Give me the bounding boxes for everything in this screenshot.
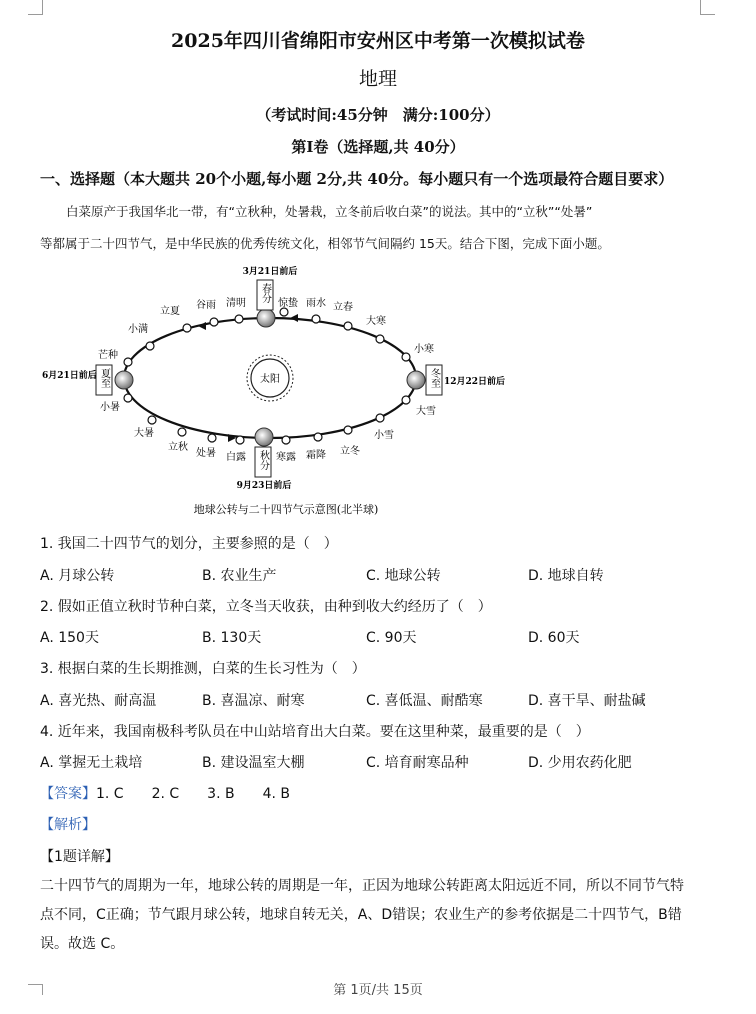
- autumn-earth-icon: [255, 428, 273, 446]
- question-1-option-d[interactable]: D. 地球自转: [528, 568, 604, 584]
- autumn-box-label: 秋分: [257, 450, 269, 470]
- term-lixia: 立夏: [160, 306, 180, 317]
- question-1-option-b[interactable]: B. 农业生产: [202, 568, 277, 584]
- subject-title: 地理: [358, 68, 397, 90]
- term-hanlu: 寒露: [276, 452, 296, 463]
- page-corner-mark: [28, 0, 43, 15]
- term-yushui: 雨水: [306, 298, 326, 309]
- winter-box-label: 冬至: [428, 368, 440, 388]
- question-2-option-b[interactable]: B. 130天: [202, 630, 262, 646]
- term-xiaoman: 小满: [128, 324, 148, 335]
- exam-title: 2025年四川省绵阳市安州区中考第一次模拟试卷: [171, 30, 585, 52]
- question-3-option-a[interactable]: A. 喜光热、耐高温: [40, 693, 157, 709]
- term-dahan: 大寒: [366, 316, 386, 327]
- analysis-label: 【解析】: [40, 817, 96, 833]
- exam-info: （考试时间:45分钟 满分:100分）: [256, 106, 500, 124]
- answer-text: 1. C 2. C 3. B 4. B: [96, 786, 290, 802]
- summer-earth-icon: [115, 371, 133, 389]
- term-jingzhe: 惊蛰: [278, 298, 298, 309]
- summer-date: 6月21日前后: [42, 371, 97, 381]
- term-bailu: 白露: [226, 452, 246, 463]
- intro-line-1: 白菜原产于我国华北一带，有“立秋种，处暑栽，立冬前后收白菜”的说法。其中的“立秋”“处暑”: [66, 204, 593, 219]
- term-daxue: 大雪: [416, 406, 436, 417]
- term-guyu: 谷雨: [196, 300, 216, 311]
- term-dashu: 大暑: [134, 428, 154, 439]
- answer-label: 【答案】: [40, 786, 96, 802]
- autumn-date: 9月23日前后: [236, 481, 292, 491]
- term-shuangjiang: 霜降: [306, 450, 326, 461]
- question-1-option-a[interactable]: A. 月球公转: [40, 568, 115, 584]
- question-3-option-b[interactable]: B. 喜温凉、耐寒: [202, 693, 305, 709]
- question-3-option-c[interactable]: C. 喜低温、耐酷寒: [366, 693, 483, 709]
- detail-paragraph: [40, 872, 715, 959]
- spring-earth-icon: [257, 309, 275, 327]
- term-lichun: 立春: [333, 302, 353, 313]
- question-4-option-b[interactable]: B. 建设温室大棚: [202, 755, 305, 771]
- question-3-stem: 3. 根据白菜的生长期推测，白菜的生长习性为（ ）: [40, 661, 366, 677]
- spring-date: 3月21日前后: [242, 267, 298, 277]
- diagram-caption: 地球公转与二十四节气示意图(北半球): [193, 503, 379, 516]
- question-2-option-c[interactable]: C. 90天: [366, 630, 417, 646]
- term-xiaohan: 小寒: [414, 344, 434, 355]
- question-3-option-d[interactable]: D. 喜干旱、耐盐碱: [528, 693, 646, 709]
- earth-orbit-diagram: [30, 262, 520, 522]
- question-2-option-d[interactable]: D. 60天: [528, 630, 580, 646]
- page-footer: 第 1页/共 15页: [333, 983, 423, 998]
- answer-line: [40, 783, 290, 803]
- page-corner-mark: [700, 0, 715, 15]
- part-heading: 第Ⅰ卷（选择题,共 40分）: [291, 138, 465, 156]
- detail-line-2: 点不同，C正确；节气跟月球公转，地球自转无关，A、D错误；农业生产的参考依据是二十四节气，B错: [40, 907, 682, 923]
- question-2-option-a[interactable]: A. 150天: [40, 630, 99, 646]
- section-heading: 一、选择题（本大题共 20个小题,每小题 2分,共 40分。每小题只有一个选项最符合题目要求）: [40, 170, 674, 188]
- term-qingming: 清明: [226, 298, 246, 309]
- winter-date: 12月22日前后: [444, 377, 506, 387]
- detail-line-3: 误。故选 C。: [40, 936, 125, 952]
- question-1-stem: 1. 我国二十四节气的划分，主要参照的是（ ）: [40, 536, 338, 552]
- term-liqiu: 立秋: [168, 442, 188, 453]
- term-lidong: 立冬: [340, 446, 360, 457]
- question-4-stem: 4. 近年来，我国南极科考队员在中山站培育出大白菜。要在这里种菜，最重要的是（ ）: [40, 724, 590, 740]
- question-4-option-d[interactable]: D. 少用农药化肥: [528, 755, 632, 771]
- term-xiaoxue: 小雪: [374, 430, 394, 441]
- detail-label: 【1题详解】: [40, 849, 119, 865]
- intro-line-2: 等都属于二十四节气，是中华民族的优秀传统文化，相邻节气间隔约 15天。结合下图，完成下面小题。: [40, 236, 610, 251]
- spring-box-label: 春分: [259, 283, 271, 303]
- term-mangzhong: 芒种: [98, 350, 118, 361]
- question-4-option-a[interactable]: A. 掌握无土栽培: [40, 755, 143, 771]
- sun-label: 太阳: [260, 374, 280, 385]
- question-4-option-c[interactable]: C. 培育耐寒品种: [366, 755, 469, 771]
- detail-line-1: 二十四节气的周期为一年，地球公转的周期是一年，正因为地球公转距离太阳远近不同，所以不同节气特: [40, 878, 684, 894]
- winter-earth-icon: [407, 371, 425, 389]
- question-1-option-c[interactable]: C. 地球公转: [366, 568, 441, 584]
- question-2-stem: 2. 假如正值立秋时节种白菜，立冬当天收获，由种到收大约经历了（ ）: [40, 599, 492, 615]
- term-chushu: 处暑: [196, 448, 216, 459]
- term-xiaoshu: 小暑: [100, 402, 120, 413]
- summer-box-label: 夏至: [98, 368, 110, 388]
